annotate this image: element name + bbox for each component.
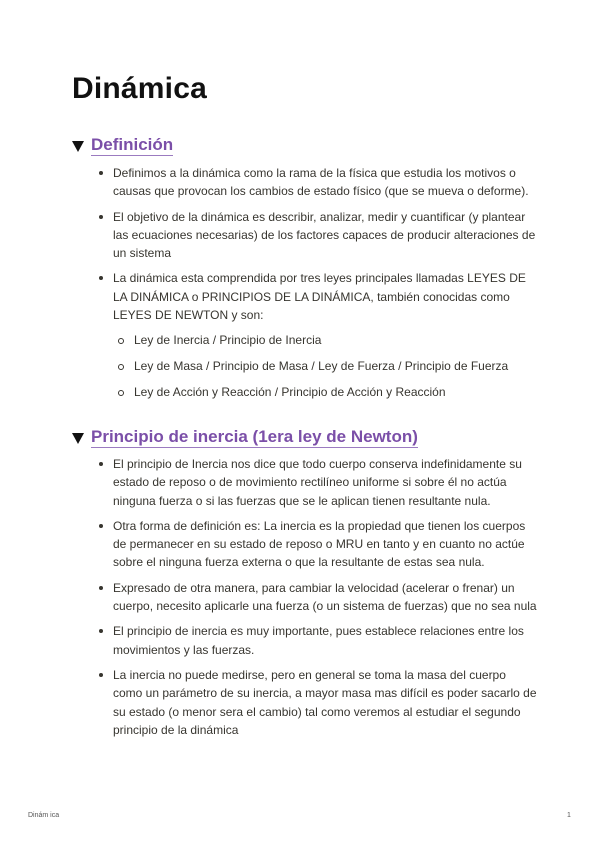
section-heading-definicion[interactable]: Definición — [91, 135, 174, 154]
sublist-item: Ley de Masa / Principio de Masa / Ley de Fuerza / Principio de Fuerza — [113, 357, 538, 383]
list-item: Otra forma de definición es: La inercia es la propiedad que tienen los cuerpos de permanecer en su estado de reposo o MRU en tanto y en cuanto no actúe sobre el ninguna fuerza externa o que la resultante de estas sea nula. — [96, 517, 538, 572]
footer-doc-title: Dinám ica — [28, 812, 60, 819]
list-item: La inercia no puede medirse, pero en general se toma la masa del cuerpo como un parámetro de su inercia, a mayor masa mas difícil es poder sacarlo de su estado (o menor sera el cambio) tal como veremos al estudiar el segundo principio de la dinámica — [96, 666, 538, 739]
page-title: Dinámica — [72, 72, 207, 105]
section-inercia-toggle[interactable] — [72, 428, 418, 448]
list-item: El principio de inercia es muy importante, pues establece relaciones entre los movimientos y las fuerzas. — [96, 622, 538, 659]
list-item: El principio de Inercia nos dice que todo cuerpo conserva indefinidamente su estado de reposo o de movimiento rectilíneo uniforme si sobre él no actúa ninguna fuerza o si las fuerzas que se le aplican tienen resultante nula. — [96, 455, 538, 510]
section-definicion-toggle[interactable] — [72, 136, 173, 156]
list-item: Expresado de otra manera, para cambiar la velocidad (acelerar o frenar) un cuerpo, necesito aplicarle una fuerza (o un sistema de fuerzas) que no sea nula — [96, 579, 538, 616]
inercia-list — [96, 455, 538, 746]
list-item-text: La dinámica esta comprendida por tres leyes principales llamadas LEYES DE LA DINÁMICA o PRINCIPIOS DE LA DINÁMICA, también conocidas como LEYES DE NEWTON y son: — [113, 271, 526, 323]
sublist-item: Ley de Inercia / Principio de Inercia — [113, 331, 538, 357]
definicion-list — [96, 164, 538, 415]
section-heading-inercia[interactable]: Principio de inercia (1era ley de Newton) — [91, 427, 418, 446]
newton-laws-sublist — [113, 331, 538, 408]
list-item: El objetivo de la dinámica es describir, analizar, medir y cuantificar (y plantear las ecuaciones necesarias) de los factores capaces de producir alteraciones de un sistema — [96, 208, 538, 263]
toggle-triangle-icon[interactable] — [72, 433, 84, 444]
footer-page-number: 1 — [567, 812, 571, 819]
list-item — [96, 269, 538, 408]
toggle-triangle-icon[interactable] — [72, 141, 84, 152]
sublist-item: Ley de Acción y Reacción / Principio de Acción y Reacción — [113, 383, 538, 409]
list-item: Definimos a la dinámica como la rama de la física que estudia los motivos o causas que provocan los cambios de estado físico (que se mueva o deforme). — [96, 164, 538, 201]
